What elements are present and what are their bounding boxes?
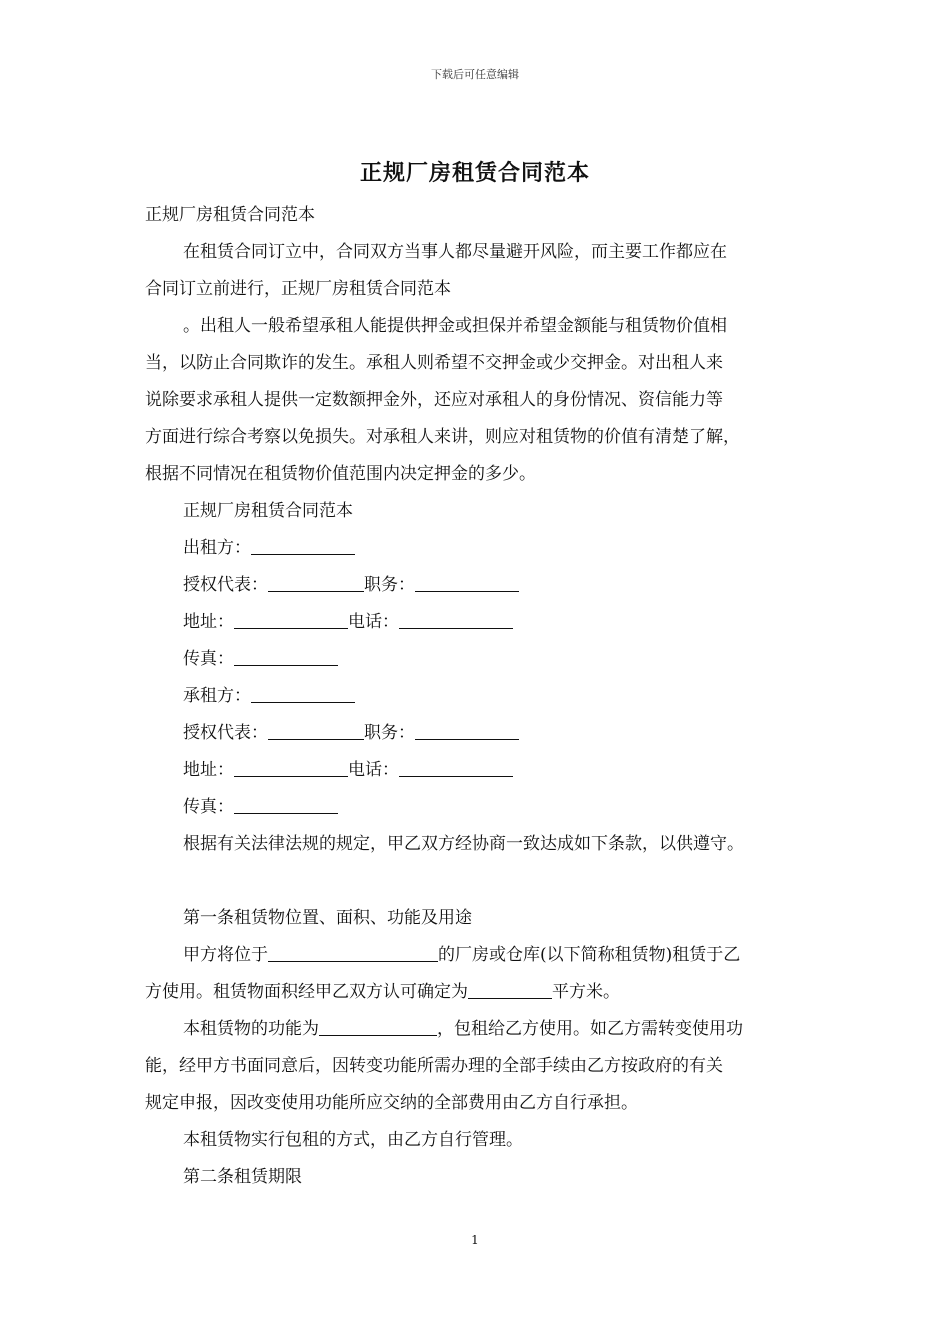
phone-label: 电话： (348, 760, 399, 780)
position-blank[interactable] (415, 570, 519, 592)
lessor-label: 出租方： (183, 538, 251, 558)
page-header: 下载后可任意编辑 (431, 68, 519, 81)
address-label: 地址： (183, 760, 234, 780)
article-1-p1-line (145, 974, 825, 1011)
position-blank[interactable] (415, 718, 519, 740)
contract-title: 正规厂房租赁合同范本 (183, 501, 353, 521)
fax-label: 传真： (183, 797, 234, 817)
subtitle: 正规厂房租赁合同范本 (145, 205, 315, 225)
agreement-text: 根据有关法律法规的规定，甲乙双方经协商一致达成如下条款，以供遵守。 (183, 834, 744, 854)
lessor-address-row (145, 604, 825, 641)
article-1-p2-line (145, 1011, 825, 1048)
address-blank[interactable] (234, 755, 348, 777)
phone-blank[interactable] (399, 607, 513, 629)
rep-label: 授权代表： (183, 723, 268, 743)
text: 方使用。租赁物面积经甲乙双方认可确定为 (145, 982, 468, 1002)
document-body (145, 197, 825, 1196)
article-1-p3: 本租赁物实行包租的方式，由乙方自行管理。 (183, 1130, 523, 1150)
rep-blank[interactable] (268, 718, 364, 740)
intro-line: 合同订立前进行，正规厂房租赁合同范本 (145, 279, 451, 299)
document-title: 正规厂房租赁合同范本 (359, 160, 590, 186)
address-label: 地址： (183, 612, 234, 632)
text: ，包租给乙方使用。如乙方需转变使用功 (437, 1019, 743, 1039)
position-label: 职务： (364, 723, 415, 743)
lessor-blank[interactable] (251, 533, 355, 555)
article-1-p1-line (145, 937, 825, 974)
lessee-address-row (145, 752, 825, 789)
text: 甲方将位于 (183, 945, 268, 965)
fax-label: 传真： (183, 649, 234, 669)
lessee-blank[interactable] (251, 681, 355, 703)
article-2-heading: 第二条租赁期限 (183, 1167, 302, 1187)
lessee-label: 承租方： (183, 686, 251, 706)
intro-line: 在租赁合同订立中，合同双方当事人都尽量避开风险，而主要工作都应在 (183, 242, 727, 262)
phone-blank[interactable] (399, 755, 513, 777)
article-1-p2-line: 能，经甲方书面同意后，因转变功能所需办理的全部手续由乙方按政府的有关 (145, 1056, 723, 1076)
lessor-rep-row (145, 567, 825, 604)
intro-line: 说除要求承租人提供一定数额押金外，还应对承租人的身份情况、资信能力等 (145, 390, 723, 410)
rep-label: 授权代表： (183, 575, 268, 595)
fax-blank[interactable] (234, 644, 338, 666)
intro-line: 根据不同情况在租赁物价值范围内决定押金的多少。 (145, 464, 536, 484)
text: 的厂房或仓库(以下简称租赁物)租赁于乙 (438, 945, 741, 965)
intro-line: 当，以防止合同欺诈的发生。承租人则希望不交押金或少交押金。对出租人来 (145, 353, 723, 373)
area-blank[interactable] (468, 977, 552, 999)
intro-line: 方面进行综合考察以免损失。对承租人来讲，则应对租赁物的价值有清楚了解， (145, 427, 740, 447)
lessor-fax-row (145, 641, 825, 678)
lessee-fax-row (145, 789, 825, 826)
lessee-row (145, 678, 825, 715)
page-number: 1 (471, 1233, 479, 1247)
address-blank[interactable] (234, 607, 348, 629)
article-1-heading: 第一条租赁物位置、面积、功能及用途 (183, 908, 472, 928)
position-label: 职务： (364, 575, 415, 595)
article-1-p2-line: 规定申报，因改变使用功能所应交纳的全部费用由乙方自行承担。 (145, 1093, 638, 1113)
fax-blank[interactable] (234, 792, 338, 814)
rep-blank[interactable] (268, 570, 364, 592)
location-blank[interactable] (268, 940, 438, 962)
phone-label: 电话： (348, 612, 399, 632)
intro-line: 。出租人一般希望承租人能提供押金或担保并希望金额能与租赁物价值相 (183, 316, 727, 336)
spacer (145, 863, 825, 900)
text: 本租赁物的功能为 (183, 1019, 319, 1039)
function-blank[interactable] (319, 1014, 437, 1036)
text: 平方米。 (552, 982, 620, 1002)
lessee-rep-row (145, 715, 825, 752)
lessor-row (145, 530, 825, 567)
